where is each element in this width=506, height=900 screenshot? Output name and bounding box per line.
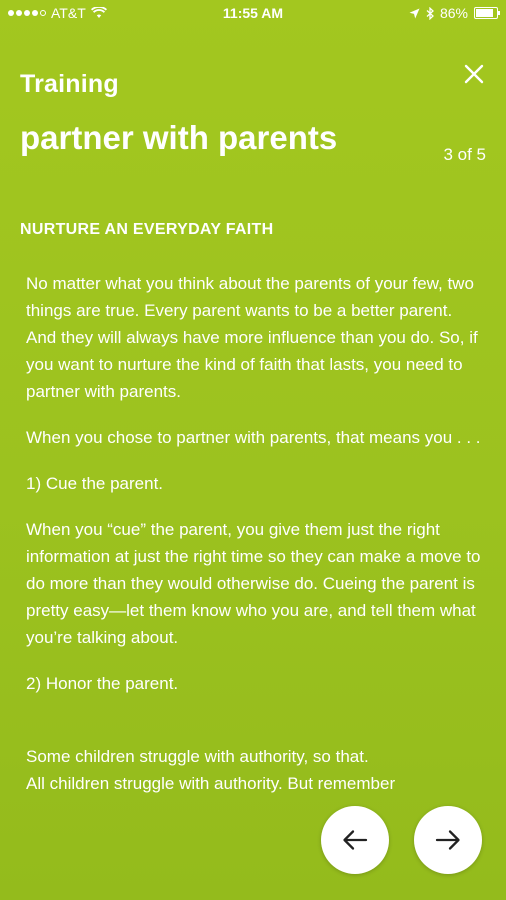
- status-right: [409, 5, 498, 21]
- status-bar: [0, 0, 506, 26]
- battery-fill: [476, 9, 493, 17]
- battery-percent: 86%: [439, 5, 468, 21]
- page-title: partner with parents: [20, 119, 338, 156]
- next-button[interactable]: [414, 806, 482, 874]
- paragraph-authority: Some children struggle with authority, so that.: [26, 747, 369, 766]
- paragraph-intro: No matter what you think about the parents of your few, two things are true. Every parent wants to be a better parent. And they will always have more influence than you do. So, if you want to nurture the kind of faith that lasts, you need to partner with parents.: [26, 274, 478, 401]
- article-content: [26, 270, 482, 816]
- paragraph-cue-body: When you “cue” the parent, you give them just the right information at just the right time so they can make a move to do more than they would otherwise do. Cueing the parent is pretty easy—let them know who you are, and tell them what you’re talking about.: [26, 520, 481, 647]
- arrow-right-icon: [435, 829, 461, 851]
- battery-icon: [474, 7, 498, 19]
- status-time: 11:55 AM: [222, 5, 284, 21]
- location-icon: [409, 8, 420, 19]
- paragraph-honor-heading: 2) Honor the parent.: [26, 674, 179, 693]
- previous-button[interactable]: [321, 806, 389, 874]
- arrow-left-icon: [342, 829, 368, 851]
- section-heading: NURTURE AN EVERYDAY FAITH: [20, 221, 274, 238]
- bluetooth-icon: [426, 7, 434, 20]
- carrier-name: AT&T: [51, 5, 86, 21]
- paragraph-cue-heading: 1) Cue the parent.: [26, 474, 164, 493]
- close-button[interactable]: [462, 62, 486, 86]
- close-icon: [462, 62, 486, 86]
- progress-counter: 3 of 5: [443, 145, 486, 164]
- section-label: Training: [20, 70, 119, 98]
- paragraph-partner: When you chose to partner with parents, that means you . . .: [26, 428, 481, 447]
- paragraph-authority-2: All children struggle with authority. But remember: [26, 774, 396, 793]
